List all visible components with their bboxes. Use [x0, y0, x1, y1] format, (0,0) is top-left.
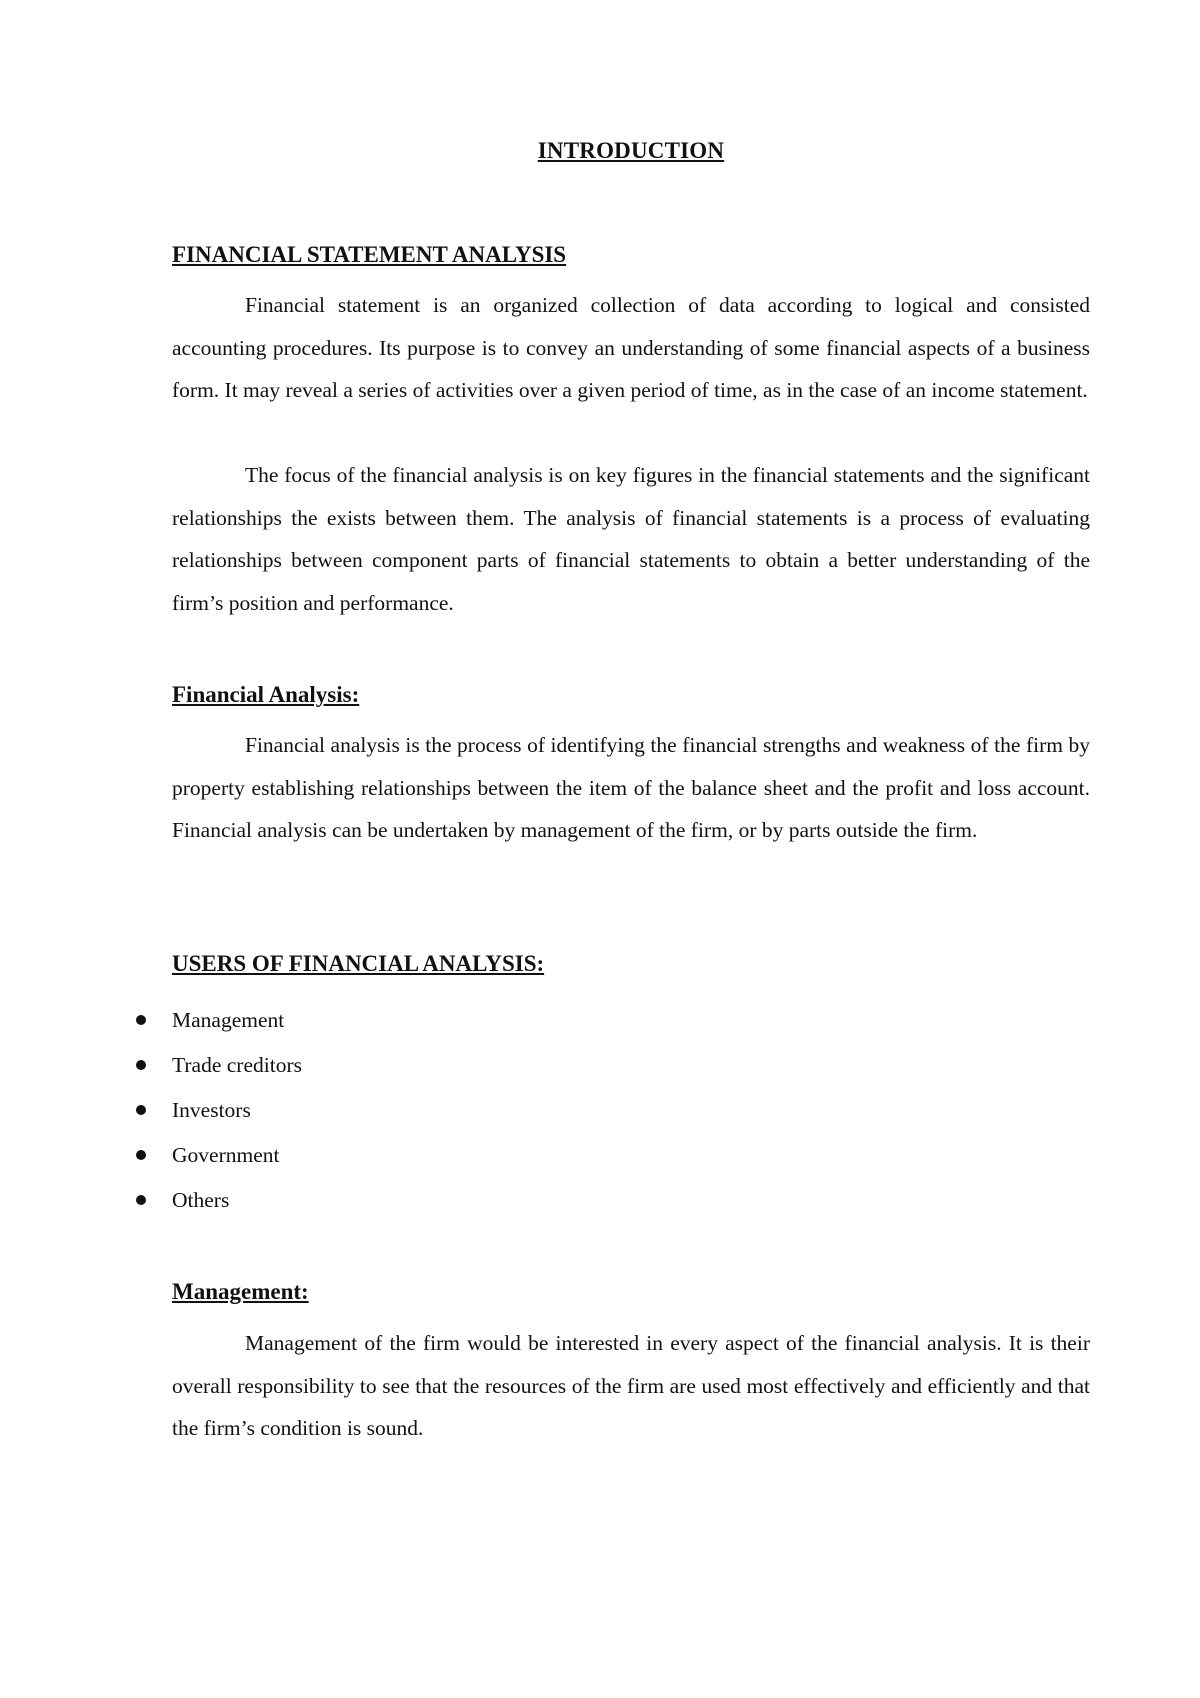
section-heading-users-of-financial-analysis: USERS OF FINANCIAL ANALYSIS: — [172, 951, 545, 976]
section-heading-financial-analysis: Financial Analysis: — [172, 682, 360, 707]
bullet-icon — [136, 1195, 146, 1205]
paragraph-financial-statement-definition: Financial statement is an organized collection of data according to logical and consisted accounting procedures. Its purpose is to convey an understanding of some financial aspects of a business form. It may reveal a series of activities over a given period of time, as in the case of an income statement. — [172, 293, 1090, 402]
section-heading-financial-statement-analysis: FINANCIAL STATEMENT ANALYSIS — [172, 242, 567, 267]
bullet-icon — [136, 1060, 146, 1070]
page-title: INTRODUCTION — [537, 138, 725, 163]
bullet-icon — [136, 1105, 146, 1115]
list-item — [172, 1088, 1090, 1133]
list-item — [172, 1133, 1090, 1178]
paragraph-management: Management of the firm would be interested in every aspect of the financial analysis. It is their overall responsibility to see that the resources of the firm are used most effectively and efficiently and that the firm’s condition is sound. — [172, 1331, 1090, 1440]
list-item-label: Investors — [172, 1098, 251, 1122]
list-item-label: Others — [172, 1188, 230, 1212]
bullet-icon — [136, 1015, 146, 1025]
list-item — [172, 998, 1090, 1043]
list-item-label: Government — [172, 1143, 280, 1167]
paragraph-financial-analysis-focus: The focus of the financial analysis is on key figures in the financial statements and the significant relationships the exists between them. The analysis of financial statements is a process of evaluating relationships between component parts of financial statements to obtain a better understanding of the firm’s position and performance. — [172, 463, 1090, 615]
paragraph-financial-analysis-definition: Financial analysis is the process of identifying the financial strengths and weakness of the firm by property establishing relationships between the item of the balance sheet and the profit and loss account. Financial analysis can be undertaken by management of the firm, or by parts outside the firm. — [172, 733, 1090, 842]
list-item-label: Management — [172, 1008, 285, 1032]
list-item — [172, 1043, 1090, 1088]
users-bullet-list — [172, 998, 1090, 1223]
bullet-icon — [136, 1150, 146, 1160]
list-item — [172, 1178, 1090, 1223]
list-item-label: Trade creditors — [172, 1053, 302, 1077]
section-heading-management: Management: — [172, 1279, 309, 1304]
